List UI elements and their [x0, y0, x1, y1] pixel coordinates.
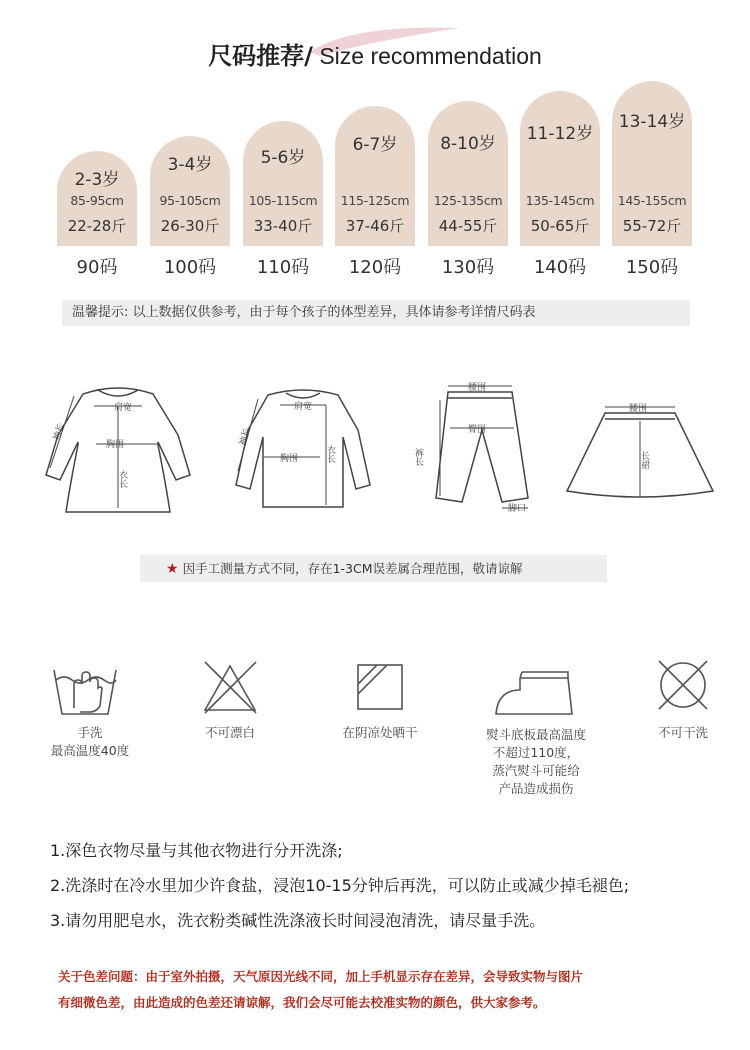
iron-icon	[492, 668, 576, 720]
label-hip: 臀围	[468, 425, 487, 435]
size-height: 95-105cm	[159, 193, 221, 208]
sweatshirt-diagram	[228, 385, 378, 515]
label-length: 衣长	[325, 445, 335, 463]
size-code: 130码	[441, 257, 495, 278]
size-height: 105-115cm	[248, 193, 318, 208]
size-weight: 55-72斤	[622, 217, 682, 235]
size-card-130	[428, 101, 508, 246]
measurement-note-text: 因手工测量方式不同，存在1-3CM误差属合理范围，敬请谅解	[182, 561, 523, 576]
instruction-1: 1.深色衣物尽量与其他衣物进行分开洗涤;	[50, 841, 343, 860]
size-height: 125-135cm	[433, 193, 503, 208]
care-label-iron: 熨斗底板最高温度 不超过110度， 蒸汽熨斗可能给 产品造成损伤	[485, 727, 586, 796]
size-card-90	[57, 151, 137, 246]
size-card-150	[612, 81, 692, 246]
no-dry-clean-icon	[655, 657, 711, 713]
size-code: 140码	[533, 257, 587, 278]
size-tip-banner	[62, 300, 690, 326]
girl-top-diagram	[38, 380, 198, 520]
size-code: 150码	[625, 257, 679, 278]
label-inseam: 裤长	[413, 448, 423, 466]
size-weight: 37-46斤	[345, 217, 405, 235]
star-icon: ★	[166, 561, 179, 577]
size-age: 6-7岁	[352, 135, 398, 155]
care-label-no-bleach: 不可漂白	[204, 725, 255, 740]
size-code: 110码	[256, 257, 310, 278]
label-chest: 胸围	[280, 454, 299, 464]
size-height: 145-155cm	[617, 193, 687, 208]
size-weight: 22-28斤	[67, 217, 127, 235]
size-height: 85-95cm	[70, 193, 124, 208]
title-chinese: 尺码推荐/	[208, 42, 313, 70]
label-sleeve: 袖长	[51, 421, 67, 442]
label-sleeve: 袖长	[237, 426, 253, 447]
size-code: 100码	[163, 257, 217, 278]
size-weight: 50-65斤	[530, 217, 590, 235]
size-code: 120码	[348, 257, 402, 278]
shade-dry-icon	[355, 662, 405, 712]
size-tip-text: 温馨提示: 以上数据仅供参考，由于每个孩子的体型差异，具体请参考详情尺码表	[72, 305, 536, 320]
size-weight: 44-55斤	[438, 217, 498, 235]
color-warning-line-1: 关于色差问题：由于室外拍摄，天气原因光线不同，加上手机显示存在差异，会导致实物与图片	[58, 969, 584, 984]
label-skirt-length: 长裙	[639, 451, 649, 469]
color-warning-line-2: 有细微色差，由此造成的色差还请谅解，我们会尽可能去校准实物的颜色，供大家参考。	[58, 995, 546, 1010]
size-age: 11-12岁	[526, 124, 594, 144]
size-code: 90码	[76, 257, 118, 278]
instruction-3: 3.请勿用肥皂水，洗衣粉类碱性洗涤液长时间浸泡清洗，请尽量手洗。	[50, 911, 546, 930]
label-waist: 腰围	[468, 383, 487, 393]
label-chest: 胸围	[106, 440, 125, 450]
label-waist: 腰围	[629, 404, 648, 414]
skirt-diagram	[565, 395, 715, 505]
size-age: 3-4岁	[167, 155, 213, 175]
label-length: 衣长	[117, 470, 127, 488]
care-label-no-dry-clean: 不可干洗	[657, 725, 708, 740]
page-title	[0, 36, 750, 71]
care-label-shade-dry: 在阴凉处晒干	[342, 725, 418, 740]
size-card-120	[335, 106, 415, 246]
title-english: Size recommendation	[312, 43, 542, 69]
no-bleach-icon	[203, 660, 258, 715]
size-age: 5-6岁	[260, 148, 306, 168]
measurement-note-banner	[140, 555, 607, 582]
size-age: 13-14岁	[618, 112, 686, 132]
label-cuff: 脚口	[508, 504, 527, 514]
size-card-100	[150, 136, 230, 246]
size-age: 8-10岁	[440, 134, 496, 154]
size-height: 135-145cm	[525, 193, 595, 208]
size-age: 2-3岁	[74, 170, 120, 190]
care-label-hand-wash: 手洗 最高温度40度	[50, 725, 130, 758]
size-card-110	[243, 121, 323, 246]
size-height: 115-125cm	[340, 193, 410, 208]
label-shoulder: 肩宽	[114, 403, 133, 413]
size-card-140	[520, 91, 600, 246]
hand-wash-icon	[50, 662, 120, 718]
instruction-2: 2.洗涤时在冷水里加少许食盐，浸泡10-15分钟后再洗，可以防止或减少掉毛褪色;	[50, 876, 630, 895]
label-shoulder: 肩宽	[294, 402, 313, 412]
pants-diagram	[410, 378, 550, 518]
size-weight: 26-30斤	[160, 217, 220, 235]
size-weight: 33-40斤	[253, 217, 313, 235]
